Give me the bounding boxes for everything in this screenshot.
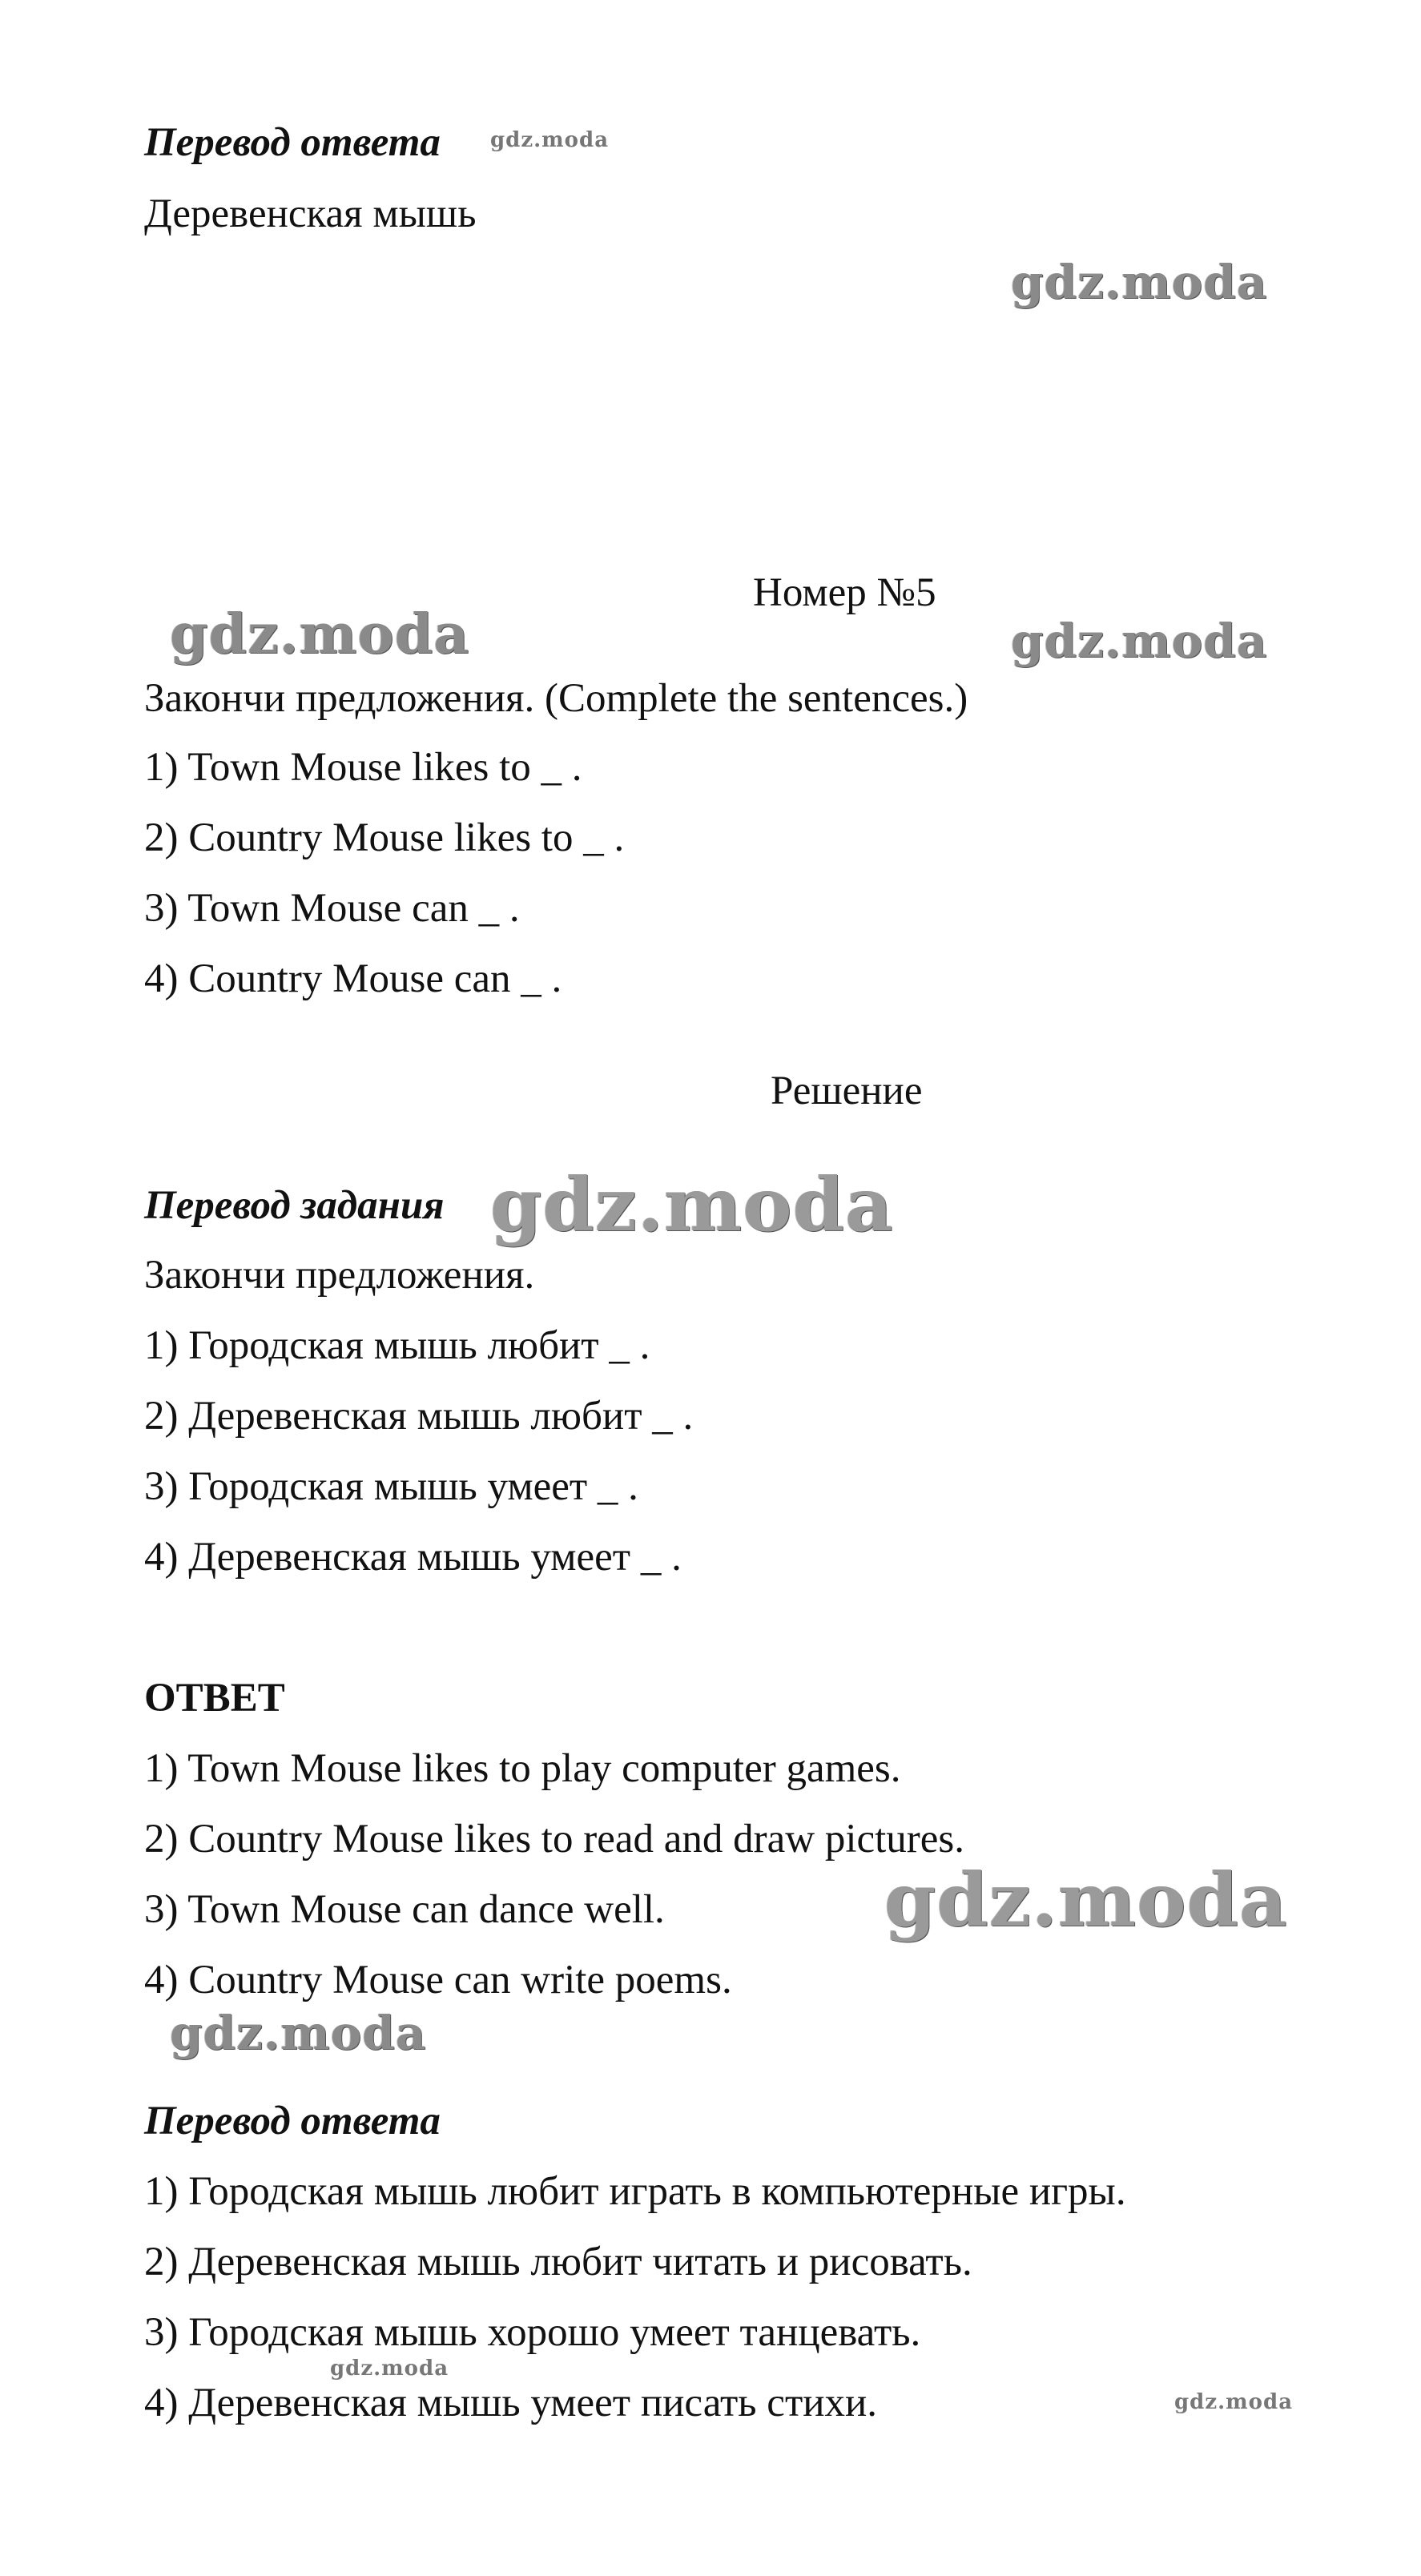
watermark-logo: gdz.moda	[1011, 614, 1268, 668]
task-instruction: Закончи предложения. (Complete the sentences.)	[144, 676, 968, 721]
answer-translation-item: 2) Деревенская мышь любит читать и рисовать.	[144, 2240, 972, 2284]
answer-translation-item: 1) Городская мышь любит играть в компьютерные игры.	[144, 2169, 1126, 2214]
watermark-logo: gdz.moda	[1174, 2390, 1294, 2414]
answer-translation-heading: Перевод ответа	[144, 2099, 441, 2143]
watermark-logo: gdz.moda	[884, 1857, 1288, 1943]
translation-item: 4) Деревенская мышь умеет _ .	[144, 1535, 682, 1580]
answer-item: 3) Town Mouse can dance well.	[144, 1887, 665, 1932]
answer-item: 2) Country Mouse likes to read and draw pictures.	[144, 1817, 965, 1862]
task-item: 2) Country Mouse likes to _ .	[144, 815, 625, 860]
answer-item: 1) Town Mouse likes to play computer games.	[144, 1746, 901, 1791]
translation-heading: Перевод задания	[144, 1183, 445, 1228]
translation-item: 2) Деревенская мышь любит _ .	[144, 1394, 694, 1439]
task-item: 1) Town Mouse likes to _ .	[144, 745, 582, 790]
translation-item: 3) Городская мышь умеет _ .	[144, 1464, 638, 1509]
translation-item: 1) Городская мышь любит _ .	[144, 1323, 650, 1368]
task-number: Номер №5	[753, 570, 936, 615]
watermark-logo: gdz.moda	[490, 1161, 894, 1248]
task-item: 3) Town Mouse can _ .	[144, 886, 520, 931]
section-text-top: Деревенская мышь	[144, 191, 477, 236]
watermark-logo: gdz.moda	[330, 2357, 449, 2381]
task-item: 4) Country Mouse can _ .	[144, 956, 562, 1001]
watermark-logo: gdz.moda	[490, 128, 610, 152]
watermark-logo: gdz.moda	[170, 2006, 427, 2060]
answer-translation-item: 4) Деревенская мышь умеет писать стихи.	[144, 2381, 878, 2425]
translation-instruction: Закончи предложения.	[144, 1253, 535, 1298]
answer-item: 4) Country Mouse can write poems.	[144, 1958, 732, 2002]
watermark-logo: gdz.moda	[170, 602, 470, 666]
answer-translation-item: 3) Городская мышь хорошо умеет танцевать.	[144, 2310, 921, 2355]
watermark-logo: gdz.moda	[1011, 255, 1268, 309]
section-heading-answer-translation-top: Перевод ответа	[144, 120, 441, 165]
answer-heading: ОТВЕТ	[144, 1676, 285, 1721]
solution-title: Решение	[771, 1069, 923, 1113]
